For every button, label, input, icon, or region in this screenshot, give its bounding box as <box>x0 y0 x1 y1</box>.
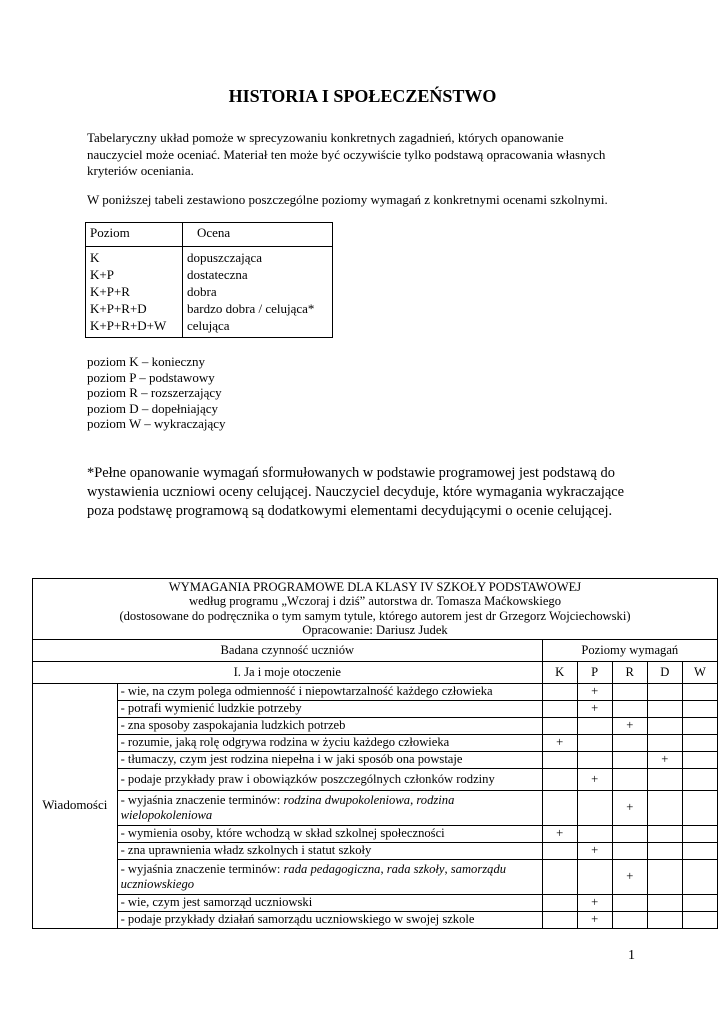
level-mark-w <box>682 683 717 700</box>
requirement-text <box>117 911 542 928</box>
level-mark-k <box>542 842 577 859</box>
levels-row <box>86 247 333 267</box>
level-mark-p: + <box>577 911 612 928</box>
level-col-r: R <box>612 661 647 683</box>
level-mark-k <box>542 751 577 768</box>
level-mark-r <box>612 700 647 717</box>
requirement-text <box>117 894 542 911</box>
requirement-text <box>117 683 542 700</box>
level-mark-d <box>647 825 682 842</box>
requirement-row <box>33 911 718 928</box>
requirement-term: rodzina wielopokoleniowa <box>120 793 455 822</box>
level-definition: poziom D – dopełniający <box>87 400 219 416</box>
level-mark-r <box>612 734 647 751</box>
requirement-text <box>117 768 542 790</box>
level-mark-w <box>682 859 717 894</box>
levels-row <box>86 283 333 300</box>
requirements-title-line: WYMAGANIA PROGRAMOWE DLA KLASY IV SZKOŁY PODSTAWOWEJ <box>168 580 582 594</box>
level-cell: K <box>86 247 183 267</box>
requirement-text <box>117 859 542 894</box>
requirement-text <box>117 825 542 842</box>
levels-header-grade: Ocena <box>183 223 333 247</box>
requirement-row <box>33 825 718 842</box>
category-cell: Wiadomości <box>33 683 118 928</box>
level-mark-w <box>682 842 717 859</box>
level-mark-k <box>542 717 577 734</box>
activity-header: Badana czynność uczniów <box>33 639 543 661</box>
level-mark-k <box>542 859 577 894</box>
level-mark-r: + <box>612 790 647 825</box>
levels-row <box>86 266 333 283</box>
level-mark-p <box>577 859 612 894</box>
level-mark-p: + <box>577 894 612 911</box>
grade-cell: dostateczna <box>183 266 333 283</box>
intro-line: Tabelaryczny układ pomoże w sprecyzowaniu konkretnych zagadnień, których opanowanie <box>87 130 564 145</box>
level-mark-d <box>647 683 682 700</box>
requirement-text-part: - rozumie, jaką rolę odgrywa rodzina w życiu każdego człowieka <box>120 735 450 750</box>
requirements-title-line: Opracowanie: Dariusz Judek <box>302 623 448 638</box>
level-mark-r <box>612 768 647 790</box>
note-line: poza podstawę programową są dodatkowymi elementami decydującymi o ocenie celującej. <box>87 503 613 519</box>
requirement-text-part: - podaje przykłady praw i obowiązków poszczególnych członków rodziny <box>120 771 495 786</box>
requirement-row <box>33 842 718 859</box>
level-definition: poziom P – podstawowy <box>87 369 215 385</box>
levels-table-header <box>86 223 333 247</box>
requirement-text-part: - tłumaczy, czym jest rodzina niepełna i w jaki sposób ona powstaje <box>120 752 463 767</box>
levels-row <box>86 300 333 317</box>
requirement-row <box>33 717 718 734</box>
level-definition: poziom K – konieczny <box>87 354 206 369</box>
level-mark-p <box>577 790 612 825</box>
requirement-row <box>33 768 718 790</box>
level-col-d: D <box>647 661 682 683</box>
intro-line: nauczyciel może oceniać. Materiał ten może być oczywiście tylko podstawą opracowania własnych <box>87 146 606 162</box>
requirement-text-part: - zna uprawnienia władz szkolnych i statut szkoły <box>120 843 372 858</box>
levels-header-level: Poziom <box>86 223 183 247</box>
requirements-rows <box>33 683 718 928</box>
section-title: I. Ja i moje otoczenie <box>33 661 543 683</box>
level-mark-k <box>542 894 577 911</box>
requirement-text-part: , <box>410 793 417 808</box>
level-mark-p <box>577 825 612 842</box>
requirements-header-row <box>33 639 718 661</box>
requirement-row <box>33 734 718 751</box>
level-cell: K+P <box>86 266 183 283</box>
page-title: HISTORIA I SPOŁECZEŃSTWO <box>228 86 497 106</box>
level-mark-d <box>647 734 682 751</box>
requirement-text <box>117 734 542 751</box>
requirements-title <box>33 579 718 640</box>
table-intro: W poniższej tabeli zestawiono poszczególne poziomy wymagań z konkretnymi ocenami szkolnymi. <box>87 192 608 207</box>
level-mark-p: + <box>577 768 612 790</box>
section-row <box>33 661 718 683</box>
level-mark-d <box>647 894 682 911</box>
requirement-text-part: - zna sposoby zaspokajania ludzkich potrzeb <box>120 718 346 733</box>
celujaca-note <box>87 464 707 521</box>
requirement-text <box>117 842 542 859</box>
level-mark-d <box>647 790 682 825</box>
requirement-term: samorządu uczniowskiego <box>120 862 507 891</box>
level-definition: poziom R – rozszerzający <box>87 385 222 400</box>
level-mark-d <box>647 911 682 928</box>
requirement-text-part: , <box>444 862 451 877</box>
requirement-row <box>33 751 718 768</box>
requirement-text <box>117 717 542 734</box>
level-mark-w <box>682 894 717 911</box>
level-mark-w <box>682 825 717 842</box>
requirements-title-line: według programu „Wczoraj i dziś” autorstwa dr. Tomasza Maćkowskiego <box>188 594 562 609</box>
level-col-k: K <box>542 661 577 683</box>
level-mark-w <box>682 911 717 928</box>
note-line: *Pełne opanowanie wymagań sformułowanych w podstawie programowej jest podstawą do <box>87 465 615 481</box>
requirement-term: rada szkoły <box>386 862 445 877</box>
level-cell: K+P+R+D <box>86 300 183 317</box>
level-mark-w <box>682 768 717 790</box>
level-mark-k <box>542 700 577 717</box>
level-mark-p: + <box>577 842 612 859</box>
level-mark-k <box>542 683 577 700</box>
level-mark-w <box>682 751 717 768</box>
levels-table <box>85 222 333 338</box>
requirement-text-part: - wie, czym jest samorząd uczniowski <box>120 895 313 910</box>
requirements-table <box>32 578 718 929</box>
requirement-term: rada pedagogiczna <box>283 862 381 877</box>
requirement-text <box>117 751 542 768</box>
requirement-row <box>33 859 718 894</box>
level-mark-k <box>542 911 577 928</box>
grade-cell: dobra <box>183 283 333 300</box>
level-mark-r <box>612 683 647 700</box>
level-mark-p: + <box>577 683 612 700</box>
requirement-text-part: , <box>380 862 387 877</box>
level-mark-d <box>647 859 682 894</box>
level-mark-w <box>682 734 717 751</box>
level-mark-r <box>612 825 647 842</box>
level-mark-p <box>577 751 612 768</box>
requirement-text-part: - podaje przykłady działań samorządu uczniowskiego w swojej szkole <box>120 912 475 927</box>
intro-paragraph <box>87 130 687 180</box>
level-mark-r <box>612 842 647 859</box>
level-mark-d: + <box>647 751 682 768</box>
levels-header: Poziomy wymagań <box>542 639 717 661</box>
requirement-text-part: - wie, na czym polega odmienność i niepowtarzalność każdego człowieka <box>120 684 493 699</box>
level-col-p: P <box>577 661 612 683</box>
requirement-text <box>117 700 542 717</box>
requirement-row <box>33 790 718 825</box>
grade-cell: bardzo dobra / celująca* <box>183 300 333 317</box>
level-cell: K+P+R <box>86 283 183 300</box>
level-mark-d <box>647 842 682 859</box>
level-mark-w <box>682 790 717 825</box>
levels-row <box>86 317 333 338</box>
level-mark-p: + <box>577 700 612 717</box>
requirement-text-part: - potrafi wymienić ludzkie potrzeby <box>120 701 302 716</box>
level-col-w: W <box>682 661 717 683</box>
grade-cell: dopuszczająca <box>183 247 333 267</box>
level-mark-r <box>612 894 647 911</box>
level-mark-k: + <box>542 825 577 842</box>
level-cell: K+P+R+D+W <box>86 317 183 338</box>
level-mark-w <box>682 717 717 734</box>
level-definition: poziom W – wykraczający <box>87 416 226 431</box>
requirement-text <box>117 790 542 825</box>
level-mark-k <box>542 768 577 790</box>
requirement-term: rodzina dwupokoleniowa <box>283 793 411 808</box>
requirement-row <box>33 683 718 700</box>
requirement-row <box>33 700 718 717</box>
requirement-text-part: - wyjaśnia znaczenie terminów: <box>120 793 284 808</box>
note-line: wystawienia uczniowi oceny celującej. Nauczyciel decyduje, które wymagania wykraczające <box>87 484 624 500</box>
level-mark-w <box>682 700 717 717</box>
level-mark-r: + <box>612 717 647 734</box>
level-mark-p <box>577 734 612 751</box>
level-mark-r <box>612 751 647 768</box>
level-mark-d <box>647 700 682 717</box>
level-mark-d <box>647 717 682 734</box>
level-mark-r: + <box>612 859 647 894</box>
level-mark-d <box>647 768 682 790</box>
intro-line: kryteriów oceniania. <box>87 163 194 178</box>
level-mark-k <box>542 790 577 825</box>
requirement-text-part: - wyjaśnia znaczenie terminów: <box>120 862 284 877</box>
requirements-title-line: (dostosowane do podręcznika o tym samym tytule, którego autorem jest dr Grzegorz Wojciechowski) <box>119 608 631 623</box>
level-definitions <box>87 354 387 432</box>
level-mark-k: + <box>542 734 577 751</box>
grade-cell: celująca <box>183 317 333 338</box>
page-number: 1 <box>628 948 635 963</box>
requirements-title-row <box>33 579 718 640</box>
level-mark-r <box>612 911 647 928</box>
requirement-text-part: - wymienia osoby, które wchodzą w skład szkolnej społeczności <box>120 826 445 841</box>
requirement-row <box>33 894 718 911</box>
level-mark-p <box>577 717 612 734</box>
